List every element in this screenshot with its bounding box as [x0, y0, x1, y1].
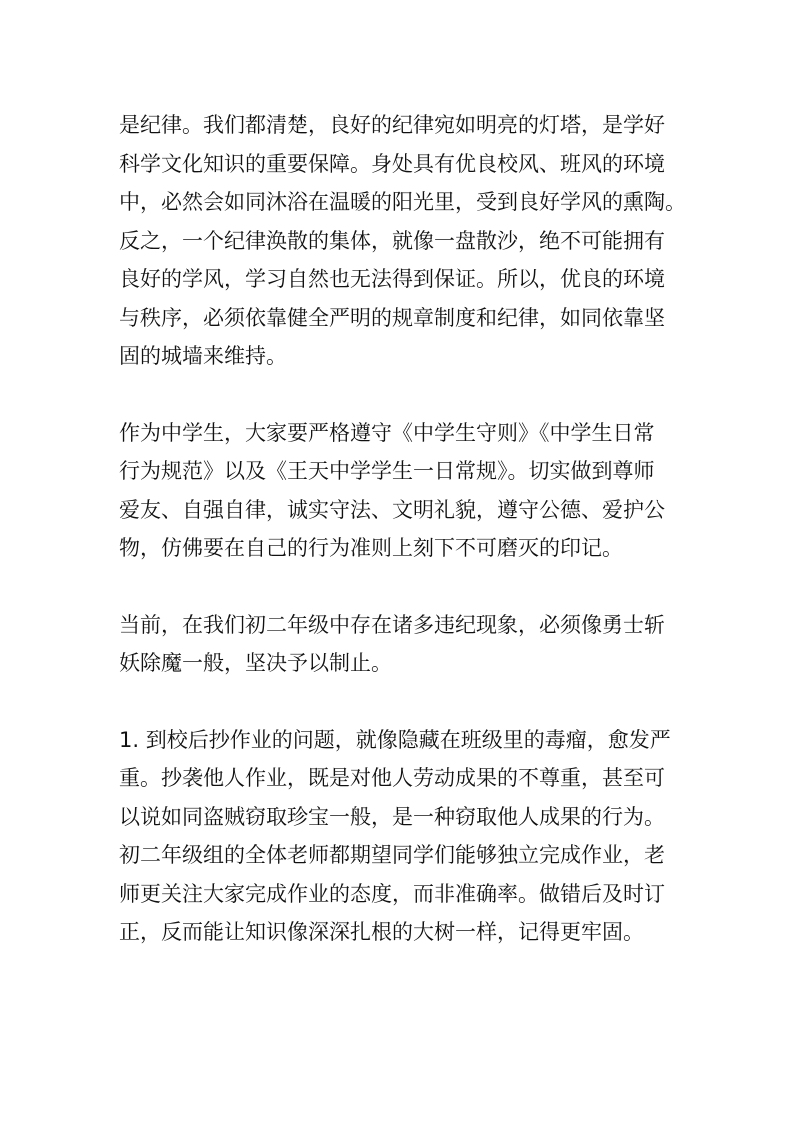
paragraph-spacer — [119, 683, 709, 721]
paragraph-discipline — [119, 106, 709, 376]
text-line: 与秩序，必须依靠健全严明的规章制度和纪律，如同依靠坚 — [119, 305, 665, 330]
text-line: 中，必然会如同沐浴在温暖的阳光里，受到良好学风的熏陶。 — [119, 190, 686, 214]
text-line: 是纪律。我们都清楚，良好的纪律宛如明亮的灯塔，是学好 — [119, 113, 665, 137]
paragraph-spacer — [119, 376, 709, 414]
text-line: 正，反而能让知识像深深扎根的大树一样，记得更牢固。 — [119, 920, 644, 944]
paragraph-current-issues — [119, 606, 709, 683]
text-line: 1. 到校后抄作业的问题，就像隐藏在班级里的毒瘤，愈发严 — [119, 727, 671, 752]
text-line: 固的城墙来维持。 — [119, 344, 287, 368]
text-line: 科学文化知识的重要保障。身处具有优良校风、班风的环境 — [119, 151, 665, 176]
text-line: 物，仿佛要在自己的行为准则上刻下不可磨灭的印记。 — [119, 536, 623, 560]
text-line: 当前，在我们初二年级中存在诸多违纪现象，必须像勇士斩 — [119, 612, 665, 637]
paragraph-item-1-copying-homework — [119, 721, 709, 952]
text-line: 作为中学生，大家要严格遵守《中学生守则》《中学生日常 — [119, 420, 655, 445]
text-line: 妖除魔一般，坚决予以制止。 — [119, 651, 392, 675]
paragraph-spacer — [119, 568, 709, 606]
text-line: 行为规范》以及《王天中学学生一日常规》。切实做到尊师 — [119, 459, 655, 483]
text-line: 重。抄袭他人作业，既是对他人劳动成果的不尊重，甚至可 — [119, 766, 665, 790]
paragraph-student-rules — [119, 414, 709, 568]
text-line: 反之，一个纪律涣散的集体，就像一盘散沙，绝不可能拥有 — [119, 228, 665, 253]
text-line: 师更关注大家完成作业的态度，而非准确率。做错后及时订 — [119, 881, 665, 906]
text-line: 爱友、自强自律，诚实守法、文明礼貌，遵守公德、爱护公 — [119, 497, 665, 522]
text-line: 初二年级组的全体老师都期望同学们能够独立完成作业，老 — [119, 843, 665, 867]
text-line: 以说如同盗贼窃取珍宝一般，是一种窃取他人成果的行为。 — [119, 804, 665, 829]
text-line: 良好的学风，学习自然也无法得到保证。所以，优良的环境 — [119, 267, 665, 291]
document-body — [119, 106, 709, 952]
